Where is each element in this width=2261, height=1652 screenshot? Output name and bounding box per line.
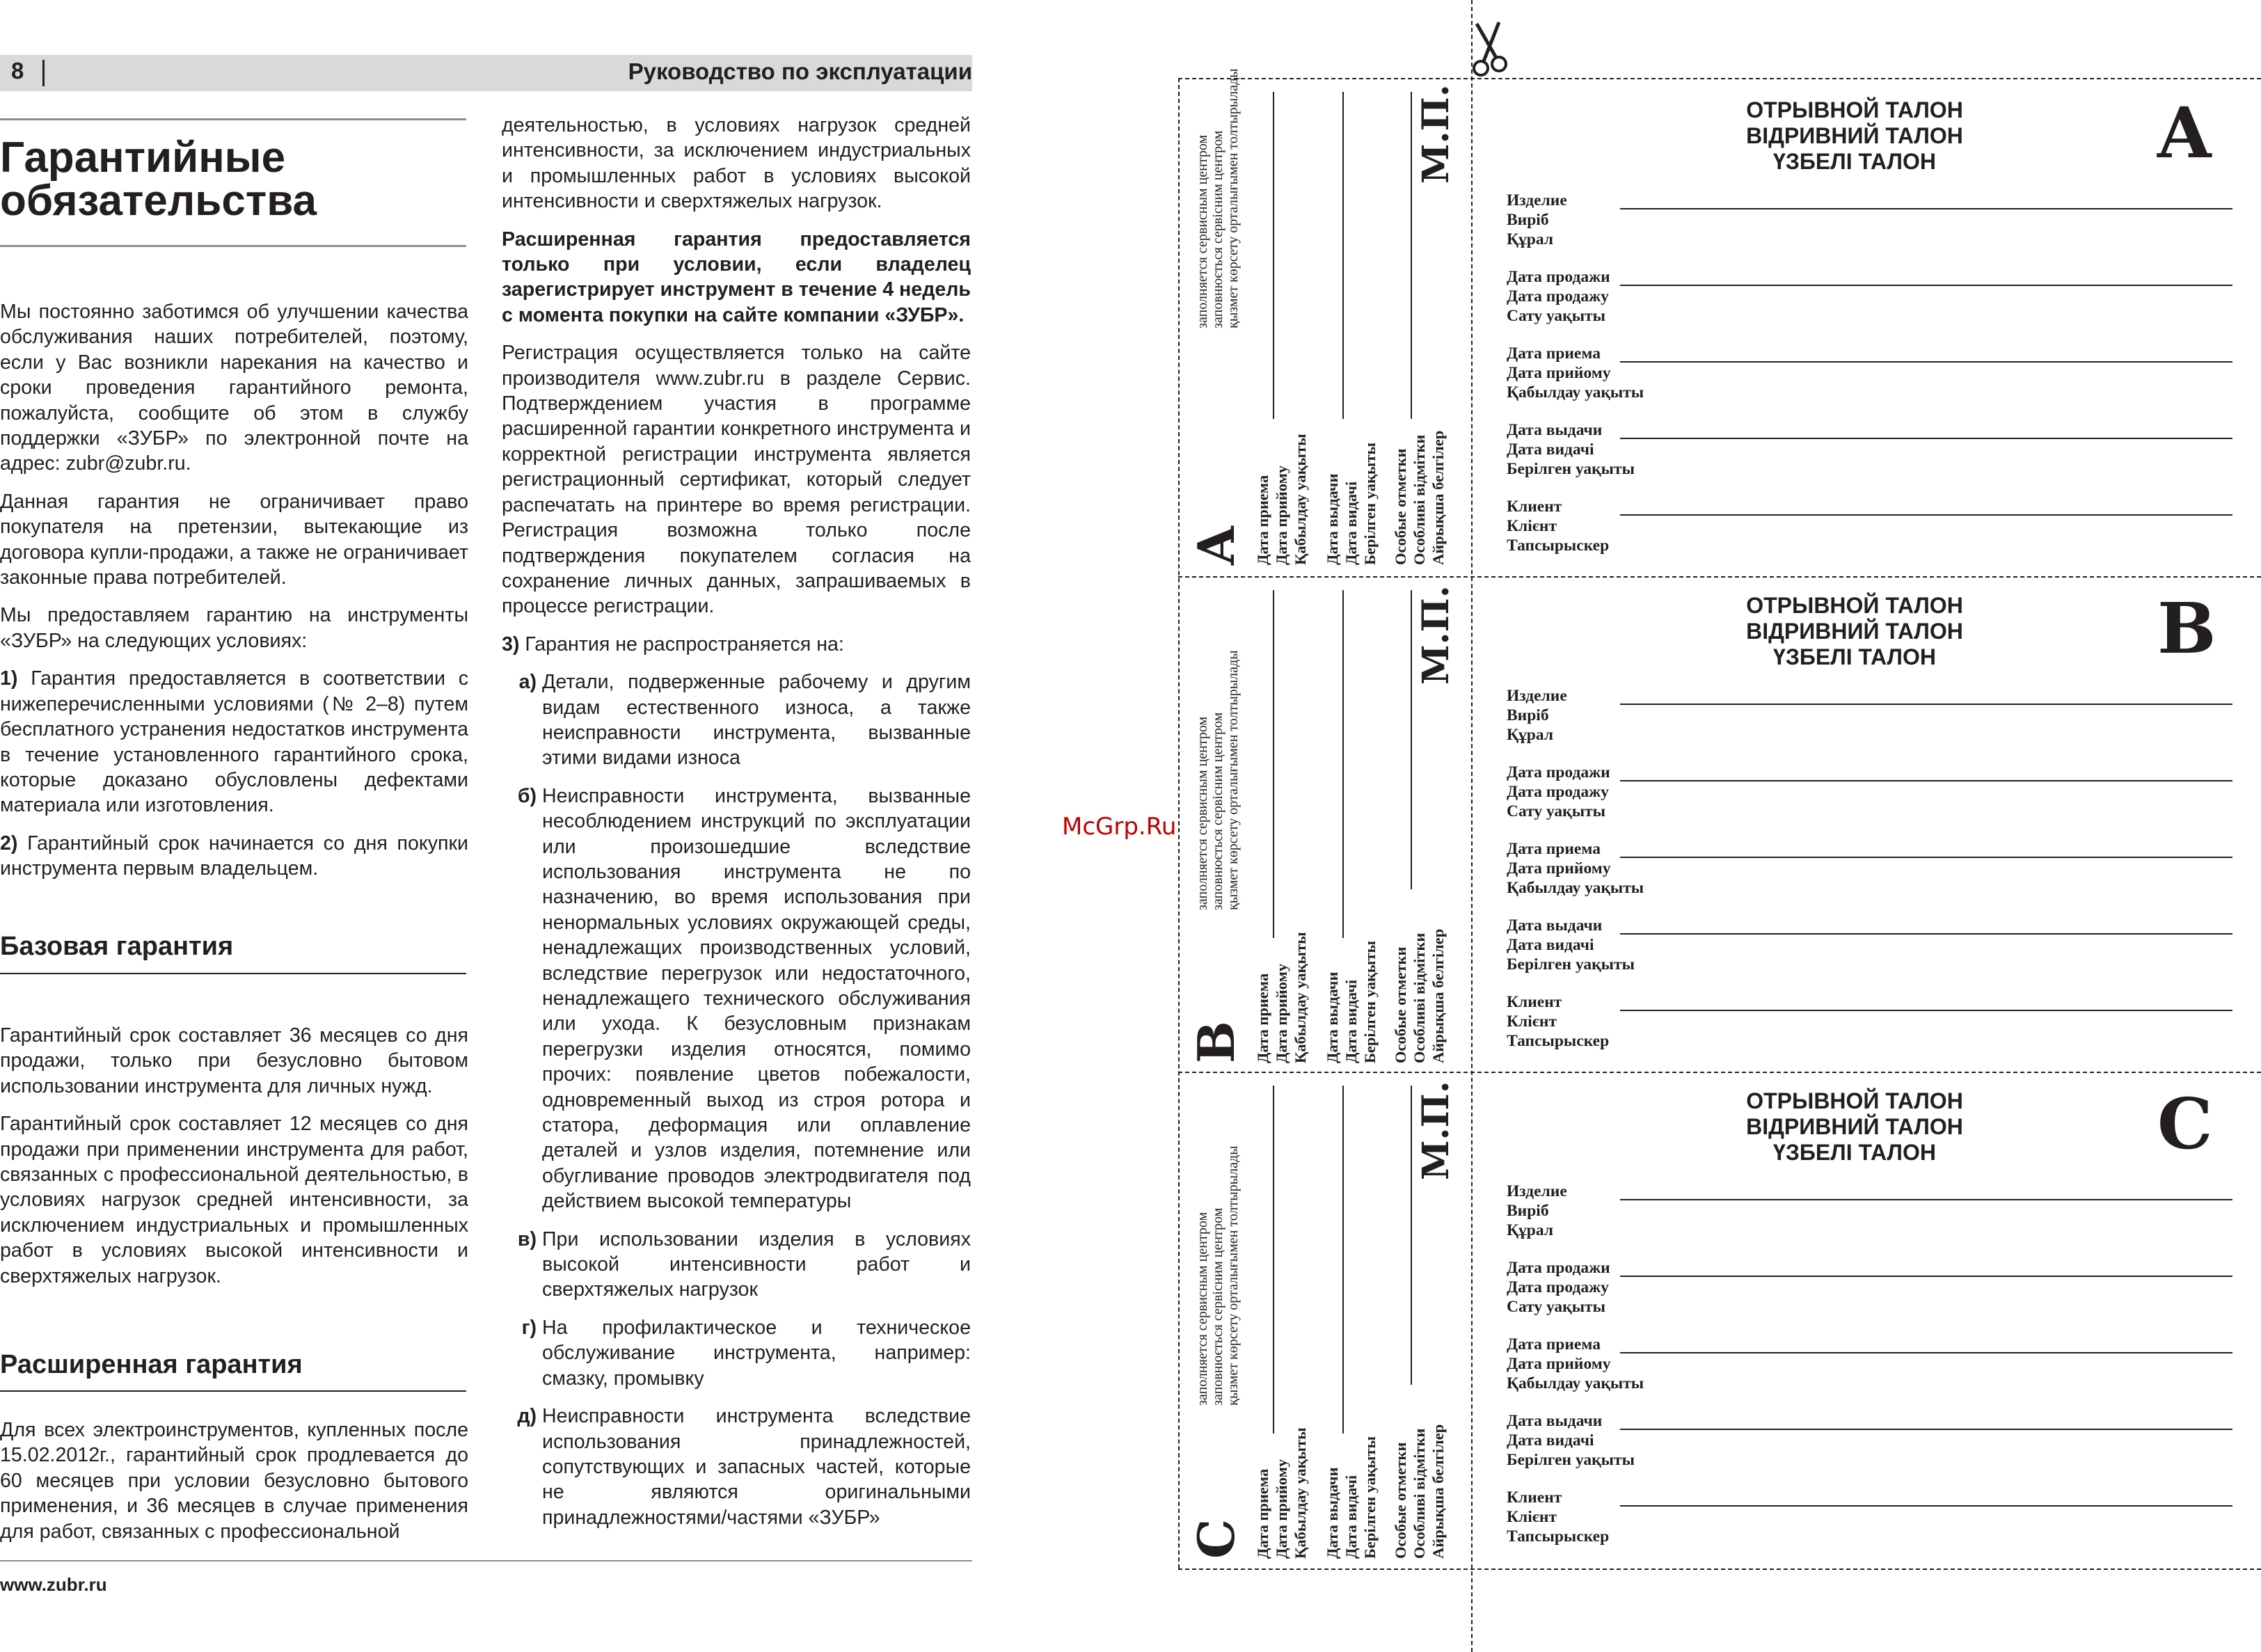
extended-condition: Расширенная гарантия предоставляется только при условии, если владелец зарегистрирует инструмент в течение 4 недель с момента покупки на сайте компании «ЗУБР». [502,228,971,326]
field-line[interactable] [1620,1276,2232,1277]
header-separator [42,60,45,86]
coupon-letter: C [2157,1083,2213,1165]
stub-receive-date: Дата приема Дата прийому Қабылдау уақыты [1254,434,1309,565]
title-rule-top [0,118,466,120]
stub-receive-date: Дата приема Дата прийому Қабылдау уақыты [1254,1427,1309,1559]
intro-paragraph: Мы предоставляем гарантию на инструменты «ЗУБР» на следующих условиях: [0,604,468,652]
basic-paragraph: Гарантийный срок составляет 12 месяцев со дня продажи при применении инструмента для работ, связанных с профессиональной деятельностью, в условиях нагрузок средней интенсивности, за исключением индустриальных и промышленных работ в условиях высокой интенсивности и сверхтяжелых нагрузок. [0,1113,468,1287]
stub-stamp-place: М.П. [1415,585,1457,685]
exclusion-item: д) Неисправности инструмента вследствие использования принадлежностей, сопутствующих и запасных частей, которые не являются оригинальными принадлежностями/частями «ЗУБР» [517,1405,971,1529]
basic-paragraph: Гарантийный срок составляет 36 месяцев со дня продажи, только при безусловно бытовом использовании инструмента для личных нужд. [0,1024,468,1097]
stub-special-marks: Особые отметки Особливі відмітки Айрықша белгілер [1392,1424,1447,1559]
field-receive-date: Дата приема Дата прийому Қабылдау уақыты [1507,344,1644,402]
exclusion-item: г) На профилактическое и техническое обслуживание инструмента, например: смазку, промывку [521,1316,971,1390]
field-line[interactable] [1620,704,2232,705]
field-sale-date: Дата продажи Дата продажу Сату уақыты [1507,763,1610,820]
stub-letter: A [1187,526,1246,565]
extended-heading-rule [0,1390,466,1392]
field-line[interactable] [1620,361,2232,363]
extended-paragraph: Для всех электроинструментов, купленных после 15.02.2012г., гарантийный срок продлевается до 60 месяцев при условии безусловно бытового применения, и 36 месяцев в случае применения для работ, связанных с профессиональной [0,1419,468,1543]
stub-line[interactable] [1273,1086,1274,1433]
extended-warranty-heading: Расширенная гарантия [0,1350,303,1379]
exclusion-item: б) Неисправности инструмента, вызванные несоблюдением инструкций по эксплуатации или произошедшие вследствие использования инструмента не по назначению, во время использования при ненормальных условиях окружающей среды, ненадлежащих производственных условий, вследствие перегрузок или недостаточного, ненадлежащего технического обслуживания или ухода. К безусловным признакам перегрузки изделия относятся, помимо прочих: появление цветов побежалости, одновременный выход из строя ротора и статора, деформация или оплавление деталей и узлов изделия, потемнение или обугливание проводов электродвигателя под действием высокой температуры [517,784,971,1213]
watermark: McGrp.Ru [1062,813,1177,841]
exclusions-heading: 3) Гарантия не распространяется на: [502,633,844,656]
field-product: Изделие Виріб Құрал [1507,687,1567,744]
field-line[interactable] [1620,285,2232,286]
coupon-title: ОТРЫВНОЙ ТАЛОН ВІДРИВНИЙ ТАЛОН ҮЗБЕЛІ ТАЛОН [1746,97,1963,174]
stub-receive-date: Дата приема Дата прийому Қабылдау уақыты [1254,932,1309,1063]
stub-service-note: заполняется сервисным центром заповнюється сервісним центром қызмет көрсету орталығымен толтырылады [1195,1145,1241,1406]
field-line[interactable] [1620,1199,2232,1200]
left-column [0,299,468,894]
title-rule-bottom [0,245,466,247]
field-product: Изделие Виріб Құрал [1507,191,1567,248]
field-line[interactable] [1620,514,2232,516]
coupon-title: ОТРЫВНОЙ ТАЛОН ВІДРИВНИЙ ТАЛОН ҮЗБЕЛІ ТАЛОН [1746,1088,1963,1165]
coupon-letter: A [2157,92,2212,174]
stub-issue-date: Дата выдачи Дата видачі Берілген уақыты [1324,442,1379,565]
condition-2: 2) Гарантийный срок начинается со дня покупки инструмента первым владельцем. [0,832,468,880]
field-line[interactable] [1620,1010,2232,1011]
basic-warranty-text [0,1023,468,1301]
intro-paragraph: Мы постоянно заботимся об улучшении качества обслуживания наших потребителей, поэтому, если у Вас возникли нарекания на качество и сроки проведения гарантийного ремонта, пожалуйста, сообщите об этом в службу поддержки «ЗУБР» по электронной почте на адрес: zubr@zubr.ru. [0,301,468,475]
field-issue-date: Дата выдачи Дата видачі Берілген уақыты [1507,916,1635,974]
coupon-b [1472,576,2261,1072]
exclusion-item: в) При использовании изделия в условиях высокой интенсивности работ и сверхтяжелых нагрузок [517,1228,971,1301]
basic-warranty-heading: Базовая гарантия [0,932,234,961]
stub-line[interactable] [1342,590,1344,938]
footer-url[interactable]: www.zubr.ru [0,1574,107,1595]
coupon-c-stub [1178,1072,1470,1567]
condition-1: 1) Гарантия предоставляется в соответствии с нижеперечисленными условиями (№ 2–8) путем бесплатного устранения недостатков инструмента в течение установленного гарантийного срока, которые доказано обусловлены дефектами материала или изготовления. [0,667,469,817]
field-receive-date: Дата приема Дата прийому Қабылдау уақыты [1507,1335,1644,1392]
stub-line[interactable] [1342,92,1344,419]
field-line[interactable] [1620,1352,2232,1353]
stub-stamp-place: М.П. [1415,84,1457,184]
stub-issue-date: Дата выдачи Дата видачі Берілген уақыты [1324,1436,1379,1559]
field-line[interactable] [1620,857,2232,858]
field-client: Клиент Клієнт Тапсырыскер [1507,993,1610,1050]
field-client: Клиент Клієнт Тапсырыскер [1507,498,1610,555]
field-line[interactable] [1620,1505,2232,1507]
coupon-b-stub [1178,576,1470,1072]
extended-warranty-text [0,1417,468,1557]
stub-line[interactable] [1273,590,1274,938]
coupon-a-stub [1178,68,1470,573]
exclusion-item: а) Детали, подверженные рабочему и другим видам естественного износа, а также неисправности инструмента, вызванные этими видами износа [518,671,971,770]
coupon-letter: B [2157,587,2216,669]
page-number: 8 [11,58,24,84]
coupon-c [1472,1072,2261,1567]
field-line[interactable] [1620,208,2232,209]
stub-service-note: заполняется сервисным центром заповнюється сервісним центром қызмет көрсету орталығымен толтырылады [1195,650,1241,910]
field-issue-date: Дата выдачи Дата видачі Берілген уақыты [1507,421,1635,478]
stub-issue-date: Дата выдачи Дата видачі Берілген уақыты [1324,940,1379,1063]
field-line[interactable] [1620,1429,2232,1430]
stub-line[interactable] [1411,1086,1412,1385]
field-line[interactable] [1620,933,2232,935]
field-sale-date: Дата продажи Дата продажу Сату уақыты [1507,1259,1610,1316]
field-line[interactable] [1620,780,2232,781]
field-product: Изделие Виріб Құрал [1507,1182,1567,1239]
field-issue-date: Дата выдачи Дата видачі Берілген уақыты [1507,1412,1635,1469]
stub-special-marks: Особые отметки Особливі відмітки Айрықша белгілер [1392,928,1447,1063]
page-title: Гарантийные обязательства [0,134,317,225]
footer-rule [0,1560,972,1562]
stub-letter: C [1187,1518,1246,1559]
stub-line[interactable] [1273,92,1274,419]
field-receive-date: Дата приема Дата прийому Қабылдау уақыты [1507,840,1644,897]
basic-heading-rule [0,973,466,974]
right-column [502,113,971,1543]
intro-paragraph: Данная гарантия не ограничивает право покупателя на претензии, вытекающие из договора купли-продажи, а также не ограничивает законные права потребителей. [0,490,468,589]
continued-paragraph: деятельностью, в условиях нагрузок средней интенсивности, за исключением индустриальных и промышленных работ в условиях высокой интенсивности и сверхтяжелых нагрузок. [502,114,971,213]
stub-line[interactable] [1411,590,1412,889]
stub-service-note: заполняется сервисным центром заповнюється сервісним центром қызмет көрсету орталығымен толтырылады [1195,68,1241,328]
coupon-title: ОТРЫВНОЙ ТАЛОН ВІДРИВНИЙ ТАЛОН ҮЗБЕЛІ ТАЛОН [1746,593,1963,669]
coupon-a [1472,78,2261,573]
scissors-icon [1468,19,1510,82]
stub-line[interactable] [1342,1086,1344,1433]
running-title: Руководство по эксплуатации [628,58,972,84]
field-sale-date: Дата продажи Дата продажу Сату уақыты [1507,268,1610,325]
stub-special-marks: Особые отметки Особливі відмітки Айрықша белгілер [1392,430,1447,565]
stub-stamp-place: М.П. [1415,1081,1457,1180]
field-line[interactable] [1620,438,2232,439]
field-client: Клиент Клієнт Тапсырыскер [1507,1488,1610,1546]
stub-letter: B [1187,1021,1246,1063]
cut-line-bottom [1178,1568,2261,1570]
stub-line[interactable] [1411,92,1412,419]
registration-paragraph: Регистрация осуществляется только на сайте производителя www.zubr.ru в разделе Сервис. Подтверждением участия в программе расширенной гарантии конкретного инструмента и корректной регистрации инструмента является регистрационный сертификат, который следует распечатать на принтере во время регистрации. Регистрация возможна только после подтверждения покупателем согласия на сохранение личных данных, запрашиваемых в процессе регистрации. [502,342,971,618]
